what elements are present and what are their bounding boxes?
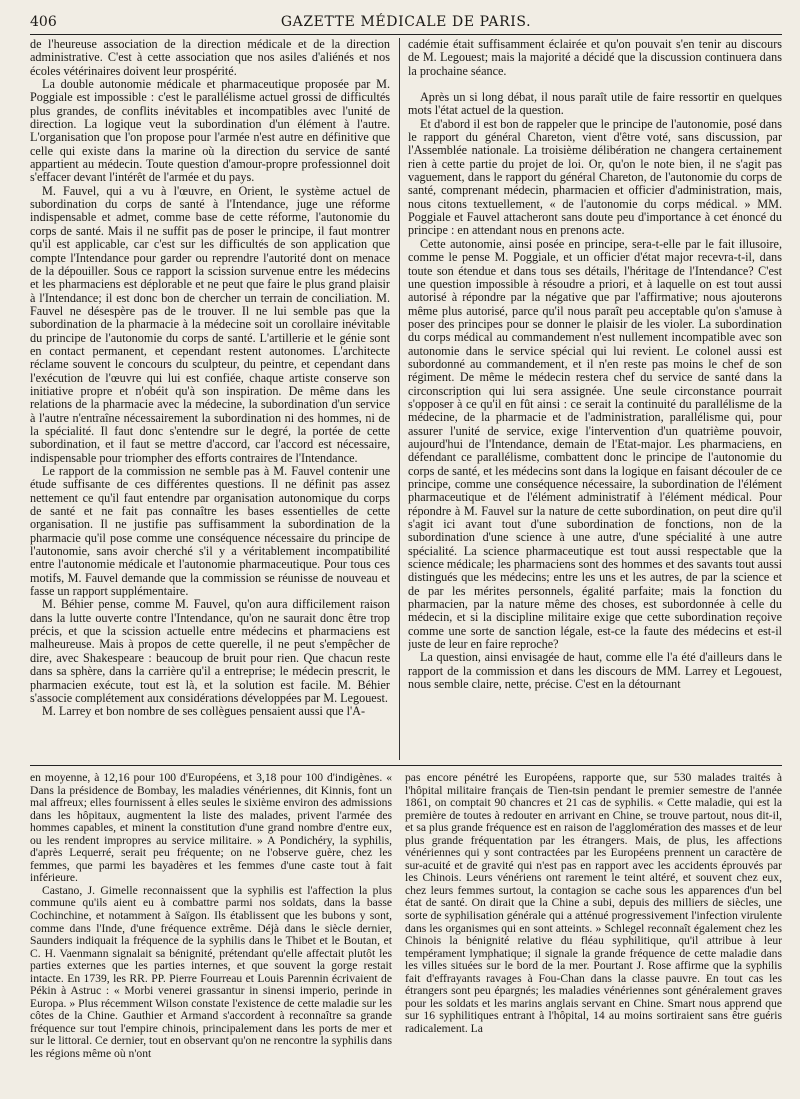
paragraph: pas encore pénétré les Européens, rapporte que, sur 530 malades traités à l'hôpital militaire français de Tien-tsin pendant le premier semestre de l'année 1861, on comptait 90 chancres et 21 cas de syphilis. « Cette maladie, qui est la première de toutes à redouter en arrivant en Chine, se trouve partout, nous dit-il, et sa plus grande fréquence est en raison de l'agglomération des masses et de leur plus grande fréquentation par les étrangers. Mais, de plus, les affections vénériennes qui y sont contractées par les Européens prennent un caractère de sur-acuité et de gravité qui n'est pas en rapport avec les accidents éprouvés par les Chinois. Leurs vénériens ont rarement le teint altéré, et souvent chez eux, chez leurs femmes surtout, la contagion se cache sous les apparences d'un bel état de santé. On dirait que la Chine a subi, depuis des milliers de siècles, une sorte de syphilisation générale qui a atténué progressivement l'infection virulente dans les organismes qui en sont atteints. » Schlegel reconnaît également chez les Chinois la bénignité relative du fléau syphilitique, qu'il attribue à leur tempérament lymphatique; il signale la grande fréquence de cette maladie dans les villes situées sur le bord de la mer. Pourtant J. Rose affirme que la syphilis fait d'effrayants ravages à Fou-Chan dans la classe pauvre. En tout cas les étrangers sont peu épargnés; les maladies vénériennes sont généralement graves pour les soldats et les marins anglais servant en Chine. Smart nous apprend que sur 16 syphilitiques entrant à l'hôpital, 14 au moins sortiraient sans être guéris radicalement. La <box>405 772 782 1035</box>
paragraph: Cette autonomie, ainsi posée en principe, sera-t-elle par le fait illusoire, comme le pense M. Poggiale, et un officier d'état major recevra-t-il, dans toute son étendue et dans tous ses détails, l'héritage de l'Intendance? C'est une question impossible à résoudre a priori, et à laquelle on est tout aussi autorisé à répondre par la négative que par l'affirmative; nous ajouterons même plus autorisé, parce qu'il nous paraît peu acceptable qu'on s'amuse à poser des principes pour se donner le plaisir de les violer. La subordination du corps médical au commandement n'est nullement incompatible avec son autonomie dans le service spécial qui lui revient. Le colonel aussi est subordonné au commandement, et il n'en reste pas moins le chef de son régiment. De même le médecin restera chef du service de santé dans la circonscription qui lui sera assignée. Une seule circonstance pourrait s'opposer à ce qu'il en fût ainsi : ce serait la continuité du parallélisme de la médecine, de la pharmacie et de l'administration, parallélisme qui, pour assurer l'unité de service, exige l'intervention d'un quatrième pouvoir, aujourd'hui de l'Intendance, demain de l'Etat-major. Les pharmaciens, en défendant ce parallélisme, combattent donc le principe de l'autonomie du corps de santé, et les médecins sont dans la logique en faisant découler de ce principe, comme une conséquence nécessaire, la subordination de l'élément pharmaceutique et de l'élément administratif à l'élément médical. Pour répondre à M. Fauvel sur la nature de cette subordination, on peut dire qu'il s'agit ici avant tout d'une subordination de fonctions, non de la subordination d'une science à une autre, d'une spécialité à une autre spécialité. La science pharmaceutique est tout aussi respectable que la science médicale; les pharmaciens sont des hommes et des savants tout aussi distingués que les médecins; entre les uns et les autres, de par la science et de par les mérites personnels, égalité parfaite; mais la fonction du pharmacien, par la nature même des choses, est subordonnée à celle du médecin, et si la discipline militaire exige que cette subordination reçoive comme une sorte de sanction légale, est-ce la faute des médecins et est-il juste de leur en faire reproche? <box>408 236 782 652</box>
paragraph: Et d'abord il est bon de rappeler que le principe de l'autonomie, posé dans le rapport du général Chareton, vient d'être voté, sans discussion, par l'Assemblée nationale. La troisième délibération ne changera certainement rien à cette partie du projet de loi. Or, qu'on le note bien, il ne s'agit pas vaguement, dans le rapport du général Chareton, de l'autonomie du corps de santé, comprenant médecin, pharmacien et officier d'administration, mais, nous citons textuellement, « de l'autonomie du corps médical. » MM. Poggiale et Fauvel attacheront sans doute peu d'importance à cet énoncé du principe : en attendant nous en prenons acte. <box>408 116 782 238</box>
paragraph: M. Béhier pense, comme M. Fauvel, qu'on aura difficilement raison dans la lutte ouverte contre l'Intendance, qu'on ne saurait donc être trop précis, et que la scission actuelle entre médecins et pharmaciens est malheureuse. Mais à propos de cette querelle, il ne peut s'empêcher de dire, avec Shakespeare : beaucoup de bruit pour rien. Que chacun reste dans sa sphère, dans la carrière qu'il a entreprise; le médecin prescrit, le pharmacien exécute, tout est là, et la solution est facile. M. Béhier s'associe complétement aux considérations développées par M. Legouest. <box>30 597 390 705</box>
paragraph: de l'heureuse association de la direction médicale et de la direction administrative. C'est à cette association que nos asiles d'aliénés et nos écoles vétérinaires doivent leur prospérité. <box>30 38 390 78</box>
paragraph: en moyenne, à 12,16 pour 100 d'Européens, et 3,18 pour 100 d'indigènes. « Dans la présidence de Bombay, les maladies vénériennes, dit Kinnis, font un mal affreux; elles fournissent à elles seules le sixième environ des admissions dans les hôpitaux, augmentent la liste des malades, privent l'armée des hommes capables, et minent la constitution d'une grand nombre d'entre eux, ou les rendent impropres au service militaire. » A Pondichéry, la syphilis, d'après Lequerré, serait peu fréquente; on ne l'observe guère, chez les femmes, que parmi les bayadères et les femmes d'une caste tout à fait inférieure. <box>30 772 392 885</box>
column-divider <box>399 38 400 760</box>
paragraph: cadémie était suffisamment éclairée et qu'on pouvait s'en tenir au discours de M. Legouest; mais la majorité a décidé que la discussion continuera dans la prochaine séance. <box>408 38 782 78</box>
paragraph: Castano, J. Gimelle reconnaissent que la syphilis est l'affection la plus commune qu'ils aient eu à combattre parmi nos soldats, dans la basse Cochinchine, et notamment à Saïgon. Ils établissent que les bubons y sont, comme dans l'Inde, d'une fréquence extrême. Déjà dans le siècle dernier, Saunders indiquait la fréquence de la syphilis dans le Thibet et le Boutan, et C. H. Vaenmann signalait sa bénignité, prétendant qu'elle affectait plutôt les parties externes que les parties internes, et que souvent la gorge restait intacte. En 1739, les RR. PP. Pierre Fourreau et Louis Parennin écrivaient de Pékin à Astruc : « Morbi venerei grassantur in sinensi imperio, perinde in Europa. » Plus récemment Wilson constate l'existence de cette maladie sur les côtes de la Chine. Gauthier et Armand s'accordent à reconnaître sa grande fréquence sur tout l'empire chinois, principalement dans les ports de mer et sur le littoral. Ce dernier, tout en observant qu'on ne rencontre la syphilis dans les régions même où n'ont <box>30 883 392 1061</box>
column-bottom-left <box>30 772 392 1094</box>
paragraph: M. Fauvel, qui a vu à l'œuvre, en Orient, le système actuel de subordination du corps de santé à l'Intendance, juge une réforme indispensable et admet, comme base de cette réforme, l'autonomie du corps de santé. Mais il ne suffit pas de poser le principe, il faut montrer qu'il est applicable, car c'est sur les difficultés de son application que compte l'Intendance pour garder ou reprendre l'autorité dont on menace de la dépouiller. Sous ce rapport la scission survenue entre les médecins et les pharmaciens est déplorable et ne peut que faire le plus grand plaisir à l'Intendance; il est donc bon de chercher un terrain de conciliation. M. Fauvel ne désespère pas de le trouver. Il ne lui semble pas que la subordination de la pharmacie à la médecine soit un corollaire inévitable du principe de l'autonomie du corps de santé. L'artillerie et le génie sont en contact permanent, et cependant restent autonomes. L'architecte réclame souvent le concours du sculpteur, du peintre, et cependant dans l'exécution de l'œuvre qui lui est confiée, chaque artiste conserve son initiative propre et n'obéit qu'à son inspiration. De même dans les relations de la pharmacie avec la médecine, la subordination d'un service à l'autre n'entraîne nécessairement la subordination ni des hommes, ni de la spécialité. Il faut donc s'entendre sur le degré, la portée de cette subordination, et il faut se mettre d'accord, car l'accord est nécessaire, indispensable pour triompher des efforts contraires de l'Intendance. <box>30 183 390 465</box>
paragraph: La double autonomie médicale et pharmaceutique proposée par M. Poggiale est impossible : c'est le parallélisme actuel grossi de difficultés plus grandes, de conflits inévitables et incompatibles avec l'unité de direction. La logique veut la subordination d'un élément à l'autre. L'organisation que l'on propose pour l'armée n'est autre en définitive que celle qui existe dans la marine où la direction du service de santé appartient au médecin. Toute question d'amour-propre professionnel doit s'effacer devant l'intérêt de l'armée et du pays. <box>30 77 390 185</box>
page-header <box>30 12 782 35</box>
paragraph: La question, ainsi envisagée de haut, comme elle l'a été d'ailleurs dans le rapport de la commission et dans les discours de MM. Larrey et Legouest, nous semble claire, nette, précise. C'est en la détournant <box>408 650 782 692</box>
paragraph: Le rapport de la commission ne semble pas à M. Fauvel contenir une étude suffisante de ces différentes questions. Il ne définit pas assez nettement ce qu'il faut entendre par organisation autonomique du corps de santé et ne fait pas connaître les bases essentielles de cette organisation. Il ne justifie pas suffisamment la subordination de la pharmacie qu'il pose comme une conséquence nécessaire du principe de l'autonomie, sans avoir cherché s'il y a véritablement incompatibilité entre l'autonomie médicale et l'autonomie pharmaceutique. Pour tous ces motifs, M. Fauvel demande que la commission se réunisse de nouveau et fasse un rapport supplémentaire. <box>30 464 390 599</box>
page-number: 406 <box>30 14 57 30</box>
paragraph: M. Larrey et bon nombre de ses collègues pensaient aussi que l'A- <box>42 704 366 719</box>
column-bottom-right <box>405 772 782 1094</box>
column-top-left <box>30 38 390 760</box>
paragraph: Après un si long débat, il nous paraît utile de faire ressortir en quelques mots l'état actuel de la question. <box>408 90 782 118</box>
running-title: GAZETTE MÉDICALE DE PARIS. <box>280 14 532 30</box>
column-top-right <box>408 38 782 760</box>
section-divider <box>30 765 782 766</box>
